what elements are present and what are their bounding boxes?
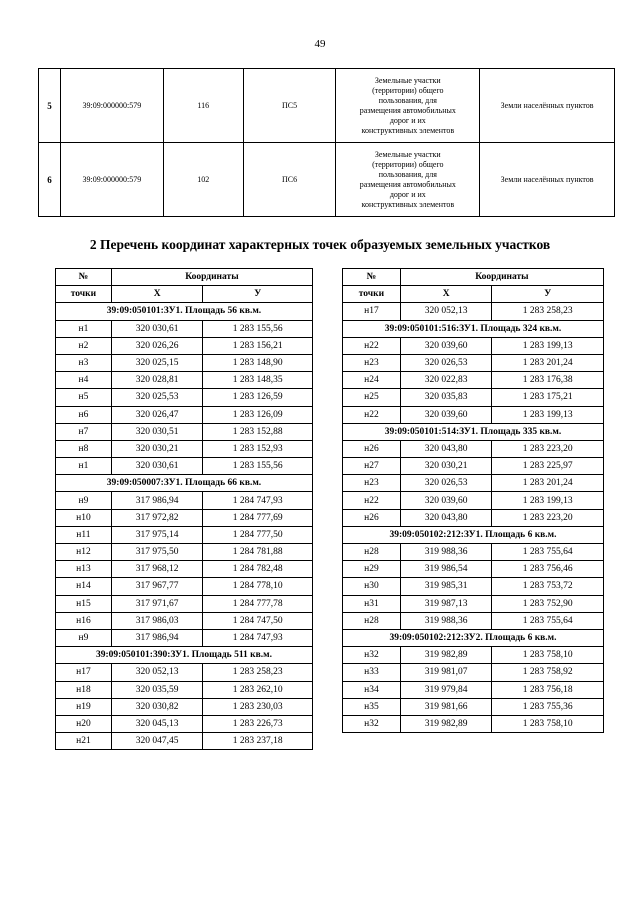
permitted-use-line: конструктивных элементов	[361, 125, 455, 135]
y-coordinate: 1 283 258,23	[203, 664, 313, 681]
x-coordinate: 320 026,26	[111, 337, 203, 354]
coordinate-row	[56, 612, 313, 629]
y-coordinate: 1 283 155,56	[203, 458, 313, 475]
coordinate-row	[56, 733, 313, 750]
cadastral-number: 39:09:000000:579	[60, 143, 163, 217]
page-number: 49	[314, 38, 326, 50]
x-coordinate: 320 025,15	[111, 354, 203, 371]
point-number: н11	[56, 526, 112, 543]
coordinate-row	[56, 320, 313, 337]
point-number: н22	[343, 406, 401, 423]
point-number: н3	[56, 354, 112, 371]
plot-group-title: 39:09:050007:ЗУ1. Площадь 66 кв.м.	[56, 475, 313, 492]
x-coordinate: 319 982,89	[400, 715, 492, 732]
coordinate-row	[343, 647, 604, 664]
y-coordinate: 1 284 782,48	[203, 561, 313, 578]
y-coordinate: 1 284 777,78	[203, 595, 313, 612]
permitted-use-line: размещения автомобильных	[359, 179, 456, 189]
permitted-use-line: (территории) общего	[372, 85, 444, 95]
y-coordinate: 1 283 752,90	[492, 595, 604, 612]
coordinate-row	[56, 561, 313, 578]
coordinate-row	[343, 595, 604, 612]
plot-group-row	[343, 629, 604, 646]
coordinates-header: Координаты	[400, 269, 603, 286]
coordinate-row	[343, 337, 604, 354]
coordinates-table-right	[342, 268, 604, 733]
y-coordinate: 1 283 155,56	[203, 320, 313, 337]
plot-group-title: 39:09:050101:390:ЗУ1. Площадь 511 кв.м.	[56, 647, 313, 664]
y-coordinate: 1 283 126,09	[203, 406, 313, 423]
x-coordinate: 319 988,36	[400, 612, 492, 629]
y-coordinate: 1 284 747,93	[203, 629, 313, 646]
plot-count: 116	[163, 69, 243, 143]
coordinate-row	[343, 578, 604, 595]
permitted-use-line: пользования, для	[378, 169, 437, 179]
point-number: н19	[56, 698, 112, 715]
coordinate-row	[56, 681, 313, 698]
point-number: н17	[56, 664, 112, 681]
y-coordinate: 1 284 747,93	[203, 492, 313, 509]
coordinate-row	[343, 715, 604, 732]
x-coordinate: 320 039,60	[400, 337, 492, 354]
y-coordinate: 1 283 201,24	[492, 475, 604, 492]
x-coordinate: 320 030,51	[111, 423, 203, 440]
x-coordinate: 320 030,61	[111, 458, 203, 475]
coordinate-row	[343, 406, 604, 423]
x-coordinate: 320 039,60	[400, 492, 492, 509]
x-coordinate: 320 043,80	[400, 509, 492, 526]
x-coordinate: 320 030,82	[111, 698, 203, 715]
y-coordinate: 1 284 777,50	[203, 526, 313, 543]
point-number: н30	[343, 578, 401, 595]
x-coordinate: 317 986,94	[111, 629, 203, 646]
coordinate-row	[56, 509, 313, 526]
plot-group-row	[56, 303, 313, 320]
row-number: 6	[39, 143, 61, 217]
point-number: н17	[343, 303, 401, 320]
coordinate-row	[56, 440, 313, 457]
point-number: н21	[56, 733, 112, 750]
coordinate-row	[56, 389, 313, 406]
y-coordinate: 1 283 223,20	[492, 440, 604, 457]
row-number: 5	[39, 69, 61, 143]
x-header: Х	[111, 286, 203, 303]
plot-group-row	[343, 526, 604, 543]
y-coordinate: 1 283 148,90	[203, 354, 313, 371]
point-number: н16	[56, 612, 112, 629]
coordinate-row	[56, 544, 313, 561]
point-number: н23	[343, 475, 401, 492]
plot-code: ПС5	[243, 69, 336, 143]
y-coordinate: 1 283 176,38	[492, 372, 604, 389]
point-number: н18	[56, 681, 112, 698]
point-number: н32	[343, 715, 401, 732]
coordinate-row	[56, 526, 313, 543]
point-number-header: точки	[343, 286, 401, 303]
land-plots-table	[38, 68, 615, 217]
point-number-header: точки	[56, 286, 112, 303]
coordinate-row	[56, 406, 313, 423]
point-number-header: №	[56, 269, 112, 286]
y-coordinate: 1 283 756,18	[492, 681, 604, 698]
coordinate-row	[343, 440, 604, 457]
y-coordinate: 1 283 156,21	[203, 337, 313, 354]
y-coordinate: 1 283 755,64	[492, 544, 604, 561]
point-number: н1	[56, 320, 112, 337]
land-category: Земли населённых пунктов	[480, 69, 615, 143]
permitted-use	[336, 69, 480, 143]
x-coordinate: 320 045,13	[111, 715, 203, 732]
coordinate-row	[343, 354, 604, 371]
x-coordinate: 320 026,53	[400, 354, 492, 371]
y-coordinate: 1 283 225,97	[492, 458, 604, 475]
x-coordinate: 320 025,53	[111, 389, 203, 406]
x-coordinate: 319 982,89	[400, 647, 492, 664]
coordinate-row	[343, 303, 604, 320]
x-coordinate: 319 986,54	[400, 561, 492, 578]
section-heading: 2 Перечень координат характерных точек образуемых земельных участков	[89, 237, 551, 252]
point-number: н22	[343, 492, 401, 509]
point-number: н8	[56, 440, 112, 457]
y-coordinate: 1 283 199,13	[492, 406, 604, 423]
header-row	[56, 286, 313, 303]
coordinate-row	[56, 595, 313, 612]
point-number: н10	[56, 509, 112, 526]
point-number: н29	[343, 561, 401, 578]
y-header: У	[203, 286, 313, 303]
x-coordinate: 317 975,14	[111, 526, 203, 543]
coordinate-row	[56, 492, 313, 509]
coordinates-table-left	[55, 268, 313, 750]
coordinate-row	[343, 612, 604, 629]
coordinate-row	[56, 578, 313, 595]
coordinate-row	[56, 423, 313, 440]
point-number-header: №	[343, 269, 401, 286]
x-coordinate: 320 030,61	[111, 320, 203, 337]
point-number: н33	[343, 664, 401, 681]
plot-group-title: 39:09:050101:514:ЗУ1. Площадь 335 кв.м.	[343, 423, 604, 440]
y-coordinate: 1 283 755,36	[492, 698, 604, 715]
x-header: Х	[400, 286, 492, 303]
y-coordinate: 1 283 262,10	[203, 681, 313, 698]
permitted-use-line: Земельные участки	[374, 149, 441, 159]
coordinate-row	[343, 544, 604, 561]
y-coordinate: 1 283 148,35	[203, 372, 313, 389]
point-number: н5	[56, 389, 112, 406]
point-number: н4	[56, 372, 112, 389]
coordinate-row	[343, 458, 604, 475]
permitted-use-line: конструктивных элементов	[361, 199, 455, 209]
permitted-use-line: пользования, для	[378, 95, 437, 105]
point-number: н20	[56, 715, 112, 732]
x-coordinate: 317 986,03	[111, 612, 203, 629]
coordinate-row	[56, 698, 313, 715]
point-number: н15	[56, 595, 112, 612]
x-coordinate: 320 022,83	[400, 372, 492, 389]
y-coordinate: 1 283 199,13	[492, 492, 604, 509]
point-number: н14	[56, 578, 112, 595]
coordinate-row	[343, 372, 604, 389]
coordinate-row	[56, 629, 313, 646]
header-row	[343, 269, 604, 286]
y-coordinate: 1 283 126,59	[203, 389, 313, 406]
y-coordinate: 1 283 758,92	[492, 664, 604, 681]
x-coordinate: 319 987,13	[400, 595, 492, 612]
point-number: н2	[56, 337, 112, 354]
coordinate-row	[343, 664, 604, 681]
plot-group-row	[56, 647, 313, 664]
y-coordinate: 1 283 755,64	[492, 612, 604, 629]
x-coordinate: 317 968,12	[111, 561, 203, 578]
point-number: н7	[56, 423, 112, 440]
point-number: н34	[343, 681, 401, 698]
x-coordinate: 317 986,94	[111, 492, 203, 509]
point-number: н25	[343, 389, 401, 406]
point-number: н9	[56, 492, 112, 509]
coordinate-row	[343, 475, 604, 492]
x-coordinate: 317 972,82	[111, 509, 203, 526]
plot-group-row	[343, 423, 604, 440]
point-number: н23	[343, 354, 401, 371]
plot-group-row	[56, 475, 313, 492]
point-number: н26	[343, 509, 401, 526]
coordinate-row	[343, 492, 604, 509]
x-coordinate: 317 975,50	[111, 544, 203, 561]
x-coordinate: 319 981,07	[400, 664, 492, 681]
coordinate-row	[56, 715, 313, 732]
x-coordinate: 320 035,83	[400, 389, 492, 406]
point-number: н28	[343, 544, 401, 561]
plot-count: 102	[163, 143, 243, 217]
permitted-use	[336, 143, 480, 217]
coordinate-row	[343, 389, 604, 406]
y-coordinate: 1 283 753,72	[492, 578, 604, 595]
x-coordinate: 320 026,53	[400, 475, 492, 492]
permitted-use-line: дорог и их	[389, 189, 426, 199]
x-coordinate: 320 052,13	[111, 664, 203, 681]
y-coordinate: 1 283 152,93	[203, 440, 313, 457]
plot-group-title: 39:09:050102:212:ЗУ1. Площадь 6 кв.м.	[343, 526, 604, 543]
y-coordinate: 1 284 747,50	[203, 612, 313, 629]
x-coordinate: 320 043,80	[400, 440, 492, 457]
plot-group-title: 39:09:050102:212:ЗУ2. Площадь 6 кв.м.	[343, 629, 604, 646]
x-coordinate: 320 028,81	[111, 372, 203, 389]
plot-row	[39, 69, 615, 143]
coordinate-row	[56, 354, 313, 371]
point-number: н35	[343, 698, 401, 715]
plot-row	[39, 143, 615, 217]
point-number: н1	[56, 458, 112, 475]
coordinate-row	[343, 509, 604, 526]
coordinate-row	[343, 561, 604, 578]
x-coordinate: 317 967,77	[111, 578, 203, 595]
y-coordinate: 1 283 237,18	[203, 733, 313, 750]
point-number: н12	[56, 544, 112, 561]
coordinate-row	[56, 372, 313, 389]
point-number: н9	[56, 629, 112, 646]
plot-group-row	[343, 320, 604, 337]
coordinate-row	[56, 664, 313, 681]
permitted-use-line: размещения автомобильных	[359, 105, 456, 115]
coordinate-row	[56, 458, 313, 475]
y-coordinate: 1 283 756,46	[492, 561, 604, 578]
point-number: н27	[343, 458, 401, 475]
plot-group-title: 39:09:050101:ЗУ1. Площадь 56 кв.м.	[56, 303, 313, 320]
point-number: н28	[343, 612, 401, 629]
y-coordinate: 1 283 758,10	[492, 647, 604, 664]
point-number: н32	[343, 647, 401, 664]
y-coordinate: 1 283 199,13	[492, 337, 604, 354]
x-coordinate: 320 030,21	[111, 440, 203, 457]
header-row	[343, 286, 604, 303]
y-coordinate: 1 283 201,24	[492, 354, 604, 371]
y-coordinate: 1 283 175,21	[492, 389, 604, 406]
x-coordinate: 319 988,36	[400, 544, 492, 561]
x-coordinate: 319 981,66	[400, 698, 492, 715]
coordinate-row	[343, 681, 604, 698]
x-coordinate: 320 030,21	[400, 458, 492, 475]
land-category: Земли населённых пунктов	[480, 143, 615, 217]
x-coordinate: 320 026,47	[111, 406, 203, 423]
x-coordinate: 317 971,67	[111, 595, 203, 612]
cadastral-number: 39:09:000000:579	[60, 69, 163, 143]
y-coordinate: 1 283 758,10	[492, 715, 604, 732]
point-number: н13	[56, 561, 112, 578]
point-number: н6	[56, 406, 112, 423]
coordinates-header: Координаты	[111, 269, 312, 286]
x-coordinate: 319 985,31	[400, 578, 492, 595]
coordinate-row	[56, 337, 313, 354]
y-coordinate: 1 283 258,23	[492, 303, 604, 320]
x-coordinate: 319 979,84	[400, 681, 492, 698]
y-coordinate: 1 283 230,03	[203, 698, 313, 715]
coordinate-row	[343, 698, 604, 715]
y-coordinate: 1 283 152,88	[203, 423, 313, 440]
x-coordinate: 320 039,60	[400, 406, 492, 423]
permitted-use-line: (территории) общего	[372, 159, 444, 169]
y-coordinate: 1 283 226,73	[203, 715, 313, 732]
plot-code: ПС6	[243, 143, 336, 217]
point-number: н26	[343, 440, 401, 457]
x-coordinate: 320 052,13	[400, 303, 492, 320]
permitted-use-line: дорог и их	[389, 115, 426, 125]
plot-group-title: 39:09:050101:516:ЗУ1. Площадь 324 кв.м.	[343, 320, 604, 337]
y-header: У	[492, 286, 604, 303]
y-coordinate: 1 283 223,20	[492, 509, 604, 526]
header-row	[56, 269, 313, 286]
point-number: н31	[343, 595, 401, 612]
point-number: н22	[343, 337, 401, 354]
point-number: н24	[343, 372, 401, 389]
y-coordinate: 1 284 781,88	[203, 544, 313, 561]
y-coordinate: 1 284 777,69	[203, 509, 313, 526]
x-coordinate: 320 047,45	[111, 733, 203, 750]
permitted-use-line: Земельные участки	[374, 75, 441, 85]
y-coordinate: 1 284 778,10	[203, 578, 313, 595]
x-coordinate: 320 035,59	[111, 681, 203, 698]
